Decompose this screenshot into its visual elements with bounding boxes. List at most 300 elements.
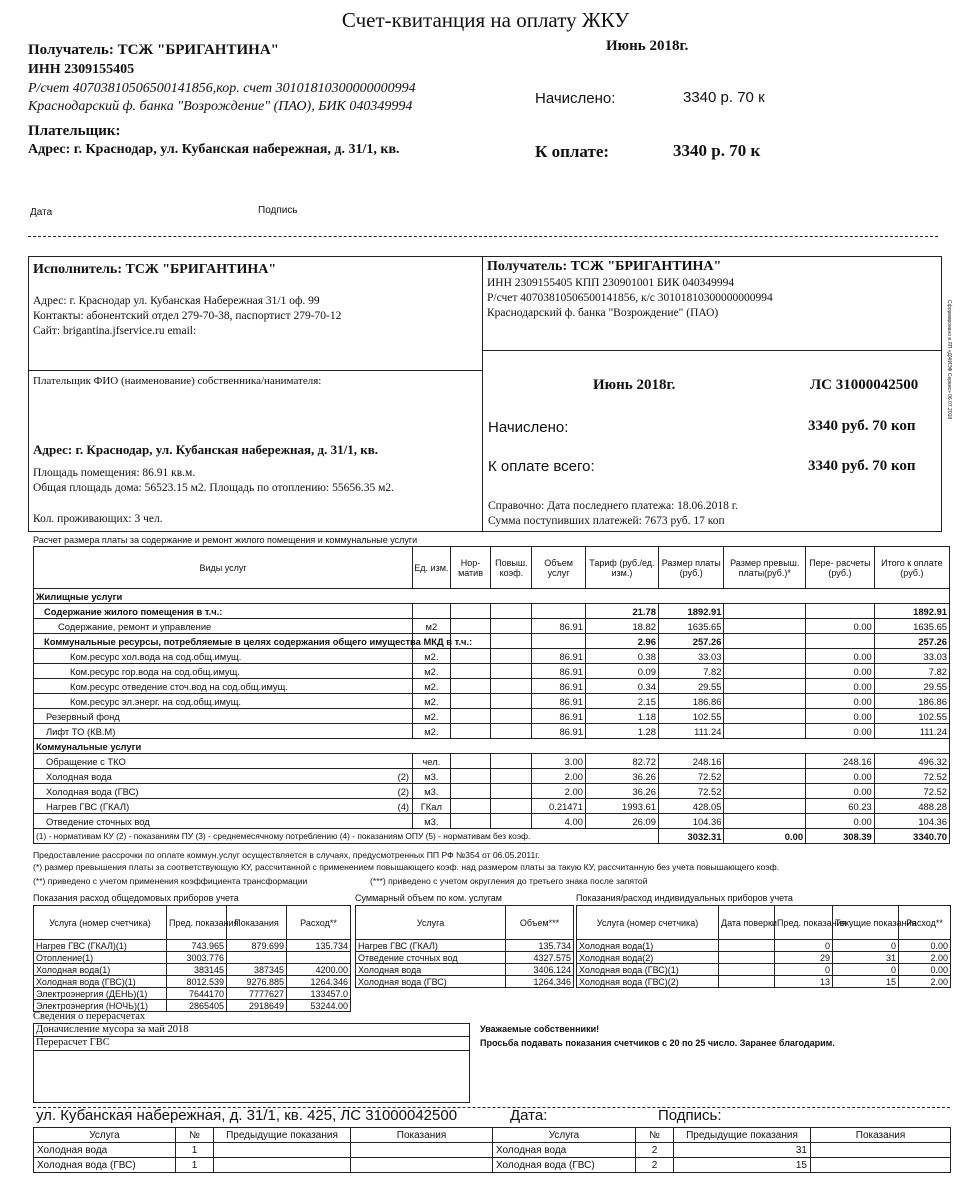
service-volume: 86.91 <box>532 619 586 634</box>
total-payment: 3032.31 <box>658 829 724 844</box>
common-meters-row <box>34 1000 351 1012</box>
service-tariff: 1.18 <box>585 709 658 724</box>
tearoff-curr-input <box>351 1143 493 1158</box>
meter-service: Холодная вода (ГВС)(1) <box>577 964 719 976</box>
header-service: Виды услуг <box>34 547 413 589</box>
residents-count: Кол. проживающих: 3 чел. <box>33 513 163 525</box>
service-norm <box>450 649 491 664</box>
service-unit: м2. <box>413 649 451 664</box>
tearoff-prev: 31 <box>674 1143 811 1158</box>
coupon-topay-label: К оплате: <box>535 142 610 161</box>
service-row <box>34 724 950 739</box>
service-payment: 33.03 <box>658 649 724 664</box>
service-name <box>34 724 413 739</box>
common-meters-row <box>34 988 351 1000</box>
note-installment: Предоставление рассрочки по оплате коммун.услуг осуществляется в случаях, предусмотренных ПП РФ №354 от 06.05.2011г. <box>33 850 540 860</box>
meter-prev: 0 <box>775 940 833 952</box>
service-recalc: 0.00 <box>806 709 875 724</box>
service-name <box>34 769 413 784</box>
executor-address: Адрес: г. Краснодар ул. Кубанская Набережная 31/1 оф. 99 <box>33 295 320 307</box>
service-label: Ком.ресурс хол.вода на сод.общ.имущ. <box>70 650 242 662</box>
header-coef: Повыш. коэф. <box>491 547 532 589</box>
service-payment: 72.52 <box>658 769 724 784</box>
service-tariff: 82.72 <box>585 754 658 769</box>
service-tariff: 1.28 <box>585 724 658 739</box>
service-unit: ГКал <box>413 799 451 814</box>
tearoff-curr-input <box>811 1143 951 1158</box>
executor-contacts: Контакты: абонентский отдел 279-70-38, паспортист 279-70-12 <box>33 310 342 322</box>
service-over <box>724 649 806 664</box>
service-recalc: 0.00 <box>806 694 875 709</box>
payments-sum: Сумма поступивших платежей: 7673 руб. 17 коп <box>488 515 725 527</box>
service-coef <box>491 709 532 724</box>
meter-usage: 4200.00 <box>287 964 351 976</box>
service-payment: 104.36 <box>658 814 724 829</box>
service-norm <box>450 664 491 679</box>
house-area: Общая площадь дома: 56523.15 м2. Площадь по отоплению: 55656.35 м2. <box>33 482 394 494</box>
service-coef <box>491 604 532 619</box>
section-title: Коммунальные услуги <box>34 739 950 754</box>
service-total: 488.28 <box>874 799 949 814</box>
service-over <box>724 709 806 724</box>
meter-usage: 133457.0 <box>287 988 351 1000</box>
meter-prev: 3003.776 <box>167 952 227 964</box>
meter-curr: 0 <box>833 940 899 952</box>
service-payment: 102.55 <box>658 709 724 724</box>
service-recalc: 0.00 <box>806 619 875 634</box>
service-coef <box>491 784 532 799</box>
service-unit: чел. <box>413 754 451 769</box>
service-volume: 86.91 <box>532 709 586 724</box>
service-recalc: 0.00 <box>806 664 875 679</box>
calc-title: Расчет размера платы за содержание и ремонт жилого помещения и коммунальные услуги <box>33 535 418 545</box>
service-recalc: 0.00 <box>806 724 875 739</box>
cm-header-curr: Показания <box>227 906 287 940</box>
common-meters-title: Показания расход общедомовых приборов учета <box>33 893 239 903</box>
tearoff-num: 2 <box>636 1143 674 1158</box>
payer-label: Плательщик ФИО (наименование) собственника/нанимателя: <box>33 375 322 387</box>
volume-value: 3406.124 <box>506 964 574 976</box>
tearoff-prev <box>214 1143 351 1158</box>
side-stamp-text: Сформировано в ЛП «ДЖИЭФ Сервис» 06.07.2018 <box>946 300 952 420</box>
meter-prev: 29 <box>775 952 833 964</box>
service-total: 257.26 <box>874 634 949 649</box>
service-tariff: 0.09 <box>585 664 658 679</box>
coupon-period: Июнь 2018г. <box>606 38 689 54</box>
service-label: Нагрев ГВС (ГКАЛ) <box>46 800 130 812</box>
section-title: Жилищные услуги <box>34 589 950 604</box>
service-recalc: 60.23 <box>806 799 875 814</box>
service-row <box>34 739 950 754</box>
common-meters-row <box>34 964 351 976</box>
service-recalc: 0.00 <box>806 784 875 799</box>
service-row <box>34 829 950 844</box>
header-norm: Нор- матив <box>450 547 491 589</box>
recalc-title: Сведения о перерасчетах <box>33 1011 146 1022</box>
service-unit: м2. <box>413 709 451 724</box>
service-total: 72.52 <box>874 784 949 799</box>
service-total: 29.55 <box>874 679 949 694</box>
service-tariff: 2.96 <box>585 634 658 649</box>
service-total: 1892.91 <box>874 604 949 619</box>
service-coef <box>491 754 532 769</box>
recalc-box <box>33 1023 470 1103</box>
coupon-recipient: Получатель: ТСЖ "БРИГАНТИНА" <box>28 42 279 58</box>
service-tariff: 2.15 <box>585 694 658 709</box>
service-name <box>34 709 413 724</box>
meter-usage: 0.00 <box>899 940 951 952</box>
tearoff-sign-label: Подпись: <box>658 1107 722 1124</box>
service-volume: 86.91 <box>532 664 586 679</box>
summary-volume-table <box>355 905 574 988</box>
service-volume <box>532 604 586 619</box>
service-payment: 428.05 <box>658 799 724 814</box>
meter-prev: 8012.539 <box>167 976 227 988</box>
meter-service: Электроэнергия (ДЕНЬ)(1) <box>34 988 167 1000</box>
service-row <box>34 754 950 769</box>
service-label: Лифт ТО (КВ.М) <box>46 725 116 737</box>
coupon-address: Адрес: г. Краснодар, ул. Кубанская набережная, д. 31/1, кв. <box>28 142 400 157</box>
service-label: Холодная вода <box>46 770 112 782</box>
service-over <box>724 694 806 709</box>
to-header-curr: Показания <box>811 1128 951 1143</box>
service-unit <box>413 604 451 619</box>
service-recalc: 248.16 <box>806 754 875 769</box>
header-total: Итого к оплате (руб.) <box>874 547 949 589</box>
service-row <box>34 679 950 694</box>
service-norm <box>450 619 491 634</box>
service-payment: 72.52 <box>658 784 724 799</box>
common-meters-row <box>34 940 351 952</box>
tearoff-prev <box>214 1158 351 1173</box>
individual-meters-row <box>577 952 951 964</box>
meter-usage: 0.00 <box>899 964 951 976</box>
summary-volume-row <box>356 976 574 988</box>
service-mark: (2) <box>397 785 410 797</box>
service-tariff: 36.26 <box>585 769 658 784</box>
service-row <box>34 604 950 619</box>
service-volume <box>532 634 586 649</box>
individual-meters-header <box>577 906 951 940</box>
service-recalc <box>806 604 875 619</box>
service-unit: м2. <box>413 679 451 694</box>
service-row <box>34 619 950 634</box>
header-volume: Объем услуг <box>532 547 586 589</box>
tearoff-curr-input <box>351 1158 493 1173</box>
tearoff-service: Холодная вода <box>34 1143 176 1158</box>
service-payment: 248.16 <box>658 754 724 769</box>
meter-usage: 1264.346 <box>287 976 351 988</box>
service-total: 33.03 <box>874 649 949 664</box>
meter-prev: 13 <box>775 976 833 988</box>
common-meters-table <box>33 905 351 1012</box>
service-row <box>34 649 950 664</box>
service-payment: 7.82 <box>658 664 724 679</box>
service-over <box>724 754 806 769</box>
individual-meters-title: Показания/расход индивидуальных приборов учета <box>576 893 793 903</box>
service-norm <box>450 769 491 784</box>
tearoff-row <box>34 1143 951 1158</box>
service-label: Ком.ресурс отведение сточ.вод на сод.общ.имущ. <box>70 680 288 692</box>
summary-volume-title: Суммарный объем по ком. услугам <box>355 893 502 903</box>
individual-meters-row <box>577 964 951 976</box>
service-name <box>34 679 413 694</box>
page-title: Счет-квитанция на оплату ЖКУ <box>341 8 630 32</box>
service-recalc: 0.00 <box>806 814 875 829</box>
cut-line-top <box>28 236 938 237</box>
note-over: (*) размер превышения платы за соответствующую КУ, рассчитанной с применением повышающего коэф. над размером платы за такую КУ, рассчитанную без учета повышающего коэф. <box>33 862 780 872</box>
receipt-recipient: Получатель: ТСЖ "БРИГАНТИНА" <box>487 259 722 274</box>
service-label: Содержание жилого помещения в т.ч.: <box>44 605 223 617</box>
meter-service: Нагрев ГВС (ГКАЛ)(1) <box>34 940 167 952</box>
service-label: Отведение сточных вод <box>46 815 150 827</box>
meter-prev: 383145 <box>167 964 227 976</box>
service-unit: м3. <box>413 769 451 784</box>
tearoff-service: Холодная вода <box>493 1143 636 1158</box>
service-coef <box>491 799 532 814</box>
coupon-payer-label: Плательщик: <box>28 123 121 139</box>
last-payment-date: Справочно: Дата последнего платежа: 18.06.2018 г. <box>488 500 739 512</box>
executor-site: Сайт: brigantina.jfservice.ru email: <box>33 325 197 337</box>
notice-title: Уважаемые собственники! <box>480 1024 600 1034</box>
service-volume: 3.00 <box>532 754 586 769</box>
im-header-prev: Пред. показания <box>775 906 833 940</box>
service-row <box>34 784 950 799</box>
service-norm <box>450 679 491 694</box>
service-unit: м2. <box>413 664 451 679</box>
meter-usage: 2.00 <box>899 976 951 988</box>
service-row <box>34 634 950 649</box>
meter-usage: 53244.00 <box>287 1000 351 1012</box>
service-total: 186.86 <box>874 694 949 709</box>
receipt-divider <box>482 256 483 532</box>
service-volume: 86.91 <box>532 649 586 664</box>
im-header-service: Услуга (номер счетчика) <box>577 906 719 940</box>
service-payment: 186.86 <box>658 694 724 709</box>
service-recalc <box>806 634 875 649</box>
cm-header-prev: Пред. показания <box>167 906 227 940</box>
service-coef <box>491 619 532 634</box>
sv-header-volume: Объем*** <box>506 906 574 940</box>
service-name <box>34 754 413 769</box>
cm-header-service: Услуга (номер счетчика) <box>34 906 167 940</box>
service-coef <box>491 649 532 664</box>
service-over <box>724 604 806 619</box>
service-label: Ком.ресурс эл.энерг. на сод.общ.имущ. <box>70 695 242 707</box>
sv-header-service: Услуга <box>356 906 506 940</box>
meter-prev: 743.965 <box>167 940 227 952</box>
services-header-row <box>34 547 950 589</box>
service-total: 102.55 <box>874 709 949 724</box>
to-header-curr: Показания <box>351 1128 493 1143</box>
service-norm <box>450 694 491 709</box>
meter-service: Холодная вода(1) <box>577 940 719 952</box>
service-norm <box>450 814 491 829</box>
cm-header-usage: Расход** <box>287 906 351 940</box>
service-norm <box>450 799 491 814</box>
individual-meters-table <box>576 905 951 988</box>
receipt-ls: ЛС 31000042500 <box>810 377 919 393</box>
meter-curr: 31 <box>833 952 899 964</box>
service-recalc: 0.00 <box>806 679 875 694</box>
service-label: Резервный фонд <box>46 710 120 722</box>
tearoff-num: 1 <box>176 1143 214 1158</box>
service-name <box>34 814 413 829</box>
service-name <box>34 694 413 709</box>
service-volume: 2.00 <box>532 769 586 784</box>
premises-area: Площадь помещения: 86.91 кв.м. <box>33 467 196 479</box>
service-over <box>724 814 806 829</box>
tearoff-row <box>34 1158 951 1173</box>
meter-usage: 2.00 <box>899 952 951 964</box>
service-row <box>34 709 950 724</box>
service-norm <box>450 724 491 739</box>
total-amount: 3340.70 <box>874 829 949 844</box>
service-unit: м2 <box>413 619 451 634</box>
service-coef <box>491 724 532 739</box>
service-row <box>34 589 950 604</box>
service-name <box>34 619 413 634</box>
service-payment: 257.26 <box>658 634 724 649</box>
volume-service: Отведение сточных вод <box>356 952 506 964</box>
summary-volume-row <box>356 952 574 964</box>
service-over <box>724 679 806 694</box>
service-unit: м2. <box>413 724 451 739</box>
service-total: 496.32 <box>874 754 949 769</box>
coupon-inn: ИНН 2309155405 <box>28 62 135 77</box>
header-recalc: Пере- расчеты (руб.) <box>806 547 875 589</box>
individual-meters-row <box>577 940 951 952</box>
header-payment: Размер платы (руб.) <box>658 547 724 589</box>
coupon-charged-value: 3340 р. 70 к <box>683 89 765 106</box>
service-unit: м3. <box>413 784 451 799</box>
coupon-charged-label: Начислено: <box>535 90 616 107</box>
service-total: 7.82 <box>874 664 949 679</box>
summary-volume-row <box>356 940 574 952</box>
meter-curr: 15 <box>833 976 899 988</box>
service-row <box>34 664 950 679</box>
receipt-charged-value: 3340 руб. 70 коп <box>808 418 916 434</box>
meter-curr <box>227 952 287 964</box>
tearoff-date-label: Дата: <box>510 1107 548 1124</box>
coupon-topay-value: 3340 р. 70 к <box>673 141 761 160</box>
to-header-num: № <box>636 1128 674 1143</box>
service-name <box>34 634 473 649</box>
service-name <box>34 649 413 664</box>
service-coef <box>491 769 532 784</box>
receipt-hline-right <box>482 350 942 351</box>
service-over <box>724 799 806 814</box>
meter-curr: 387345 <box>227 964 287 976</box>
service-volume: 86.91 <box>532 694 586 709</box>
service-norm <box>450 709 491 724</box>
meter-prev: 7644170 <box>167 988 227 1000</box>
service-tariff: 26.09 <box>585 814 658 829</box>
service-volume: 86.91 <box>532 724 586 739</box>
service-payment: 29.55 <box>658 679 724 694</box>
service-total: 104.36 <box>874 814 949 829</box>
to-header-service: Услуга <box>34 1128 176 1143</box>
service-norm <box>450 604 491 619</box>
note-rounding: (***) приведено с учетом округления до третьего знака после запятой <box>370 876 648 886</box>
meter-prev: 0 <box>775 964 833 976</box>
service-mark: (2) <box>397 770 410 782</box>
meter-service: Холодная вода(2) <box>577 952 719 964</box>
service-name <box>34 604 413 619</box>
total-recalc: 308.39 <box>806 829 875 844</box>
service-coef <box>491 664 532 679</box>
tearoff-address: ул. Кубанская набережная, д. 31/1, кв. 425, ЛС 31000042500 <box>36 1107 458 1124</box>
tearoff-service: Холодная вода (ГВС) <box>34 1158 176 1173</box>
service-label: Обращение с ТКО <box>46 755 126 767</box>
tearoff-table <box>33 1127 951 1173</box>
receipt-account: Р/счет 40703810506500141856, к/с 30101810300000000994 <box>487 292 773 304</box>
tearoff-service: Холодная вода (ГВС) <box>493 1158 636 1173</box>
service-tariff: 0.38 <box>585 649 658 664</box>
service-coef <box>491 634 532 649</box>
service-row <box>34 814 950 829</box>
service-over <box>724 619 806 634</box>
service-label: Ком.ресурс гор.вода на сод.общ.имущ. <box>70 665 240 677</box>
service-coef <box>491 814 532 829</box>
notice-text: Просьба подавать показания счетчиков с 20 по 25 число. Заранее благодарим. <box>480 1038 835 1048</box>
service-name <box>34 664 413 679</box>
meter-prev: 2865405 <box>167 1000 227 1012</box>
meter-service: Электроэнергия (НОЧЬ)(1) <box>34 1000 167 1012</box>
header-unit: Ед. изм. <box>413 547 451 589</box>
header-over: Размер превыш. платы(руб.)* <box>724 547 806 589</box>
volume-value: 135.734 <box>506 940 574 952</box>
service-volume: 0.21471 <box>532 799 586 814</box>
common-meters-row <box>34 952 351 964</box>
meter-service: Холодная вода(1) <box>34 964 167 976</box>
service-over <box>724 664 806 679</box>
coupon-date-label: Дата <box>30 207 53 218</box>
service-over <box>724 724 806 739</box>
meter-check-date <box>719 952 775 964</box>
coupon-bank: Краснодарский ф. банка "Возрождение" (ПАО), БИК 040349994 <box>28 99 413 114</box>
receipt-topay-label: К оплате всего: <box>488 458 595 475</box>
recalc-item: Перерасчет ГВС <box>36 1037 110 1048</box>
service-volume: 86.91 <box>532 679 586 694</box>
to-header-prev: Предыдущие показания <box>214 1128 351 1143</box>
coupon-account: Р/счет 40703810506500141856,кор. счет 30101810300000000994 <box>28 81 416 96</box>
service-label: Холодная вода (ГВС) <box>46 785 139 797</box>
service-total: 1635.65 <box>874 619 949 634</box>
header-tariff: Тариф (руб./ед. изм.) <box>585 547 658 589</box>
service-norm <box>450 754 491 769</box>
receipt-period: Июнь 2018г. <box>593 377 676 393</box>
service-payment: 1635.65 <box>658 619 724 634</box>
volume-value: 1264.346 <box>506 976 574 988</box>
im-header-check-date: Дата поверки <box>719 906 775 940</box>
tearoff-num: 2 <box>636 1158 674 1173</box>
service-payment: 111.24 <box>658 724 724 739</box>
service-label: Содержание, ремонт и управление <box>58 620 212 632</box>
receipt-bank: Краснодарский ф. банка "Возрождение" (ПАО) <box>487 307 719 319</box>
summary-volume-row <box>356 964 574 976</box>
service-tariff: 1993.61 <box>585 799 658 814</box>
receipt-topay-value: 3340 руб. 70 коп <box>808 458 916 474</box>
service-unit: м2. <box>413 694 451 709</box>
coupon-sign-label: Подпись <box>258 205 298 216</box>
meter-service: Холодная вода (ГВС)(2) <box>577 976 719 988</box>
service-row <box>34 799 950 814</box>
volume-service: Холодная вода <box>356 964 506 976</box>
executor: Исполнитель: ТСЖ "БРИГАНТИНА" <box>33 262 277 277</box>
service-row <box>34 769 950 784</box>
receipt-address: Адрес: г. Краснодар, ул. Кубанская набережная, д. 31/1, кв. <box>33 442 378 457</box>
